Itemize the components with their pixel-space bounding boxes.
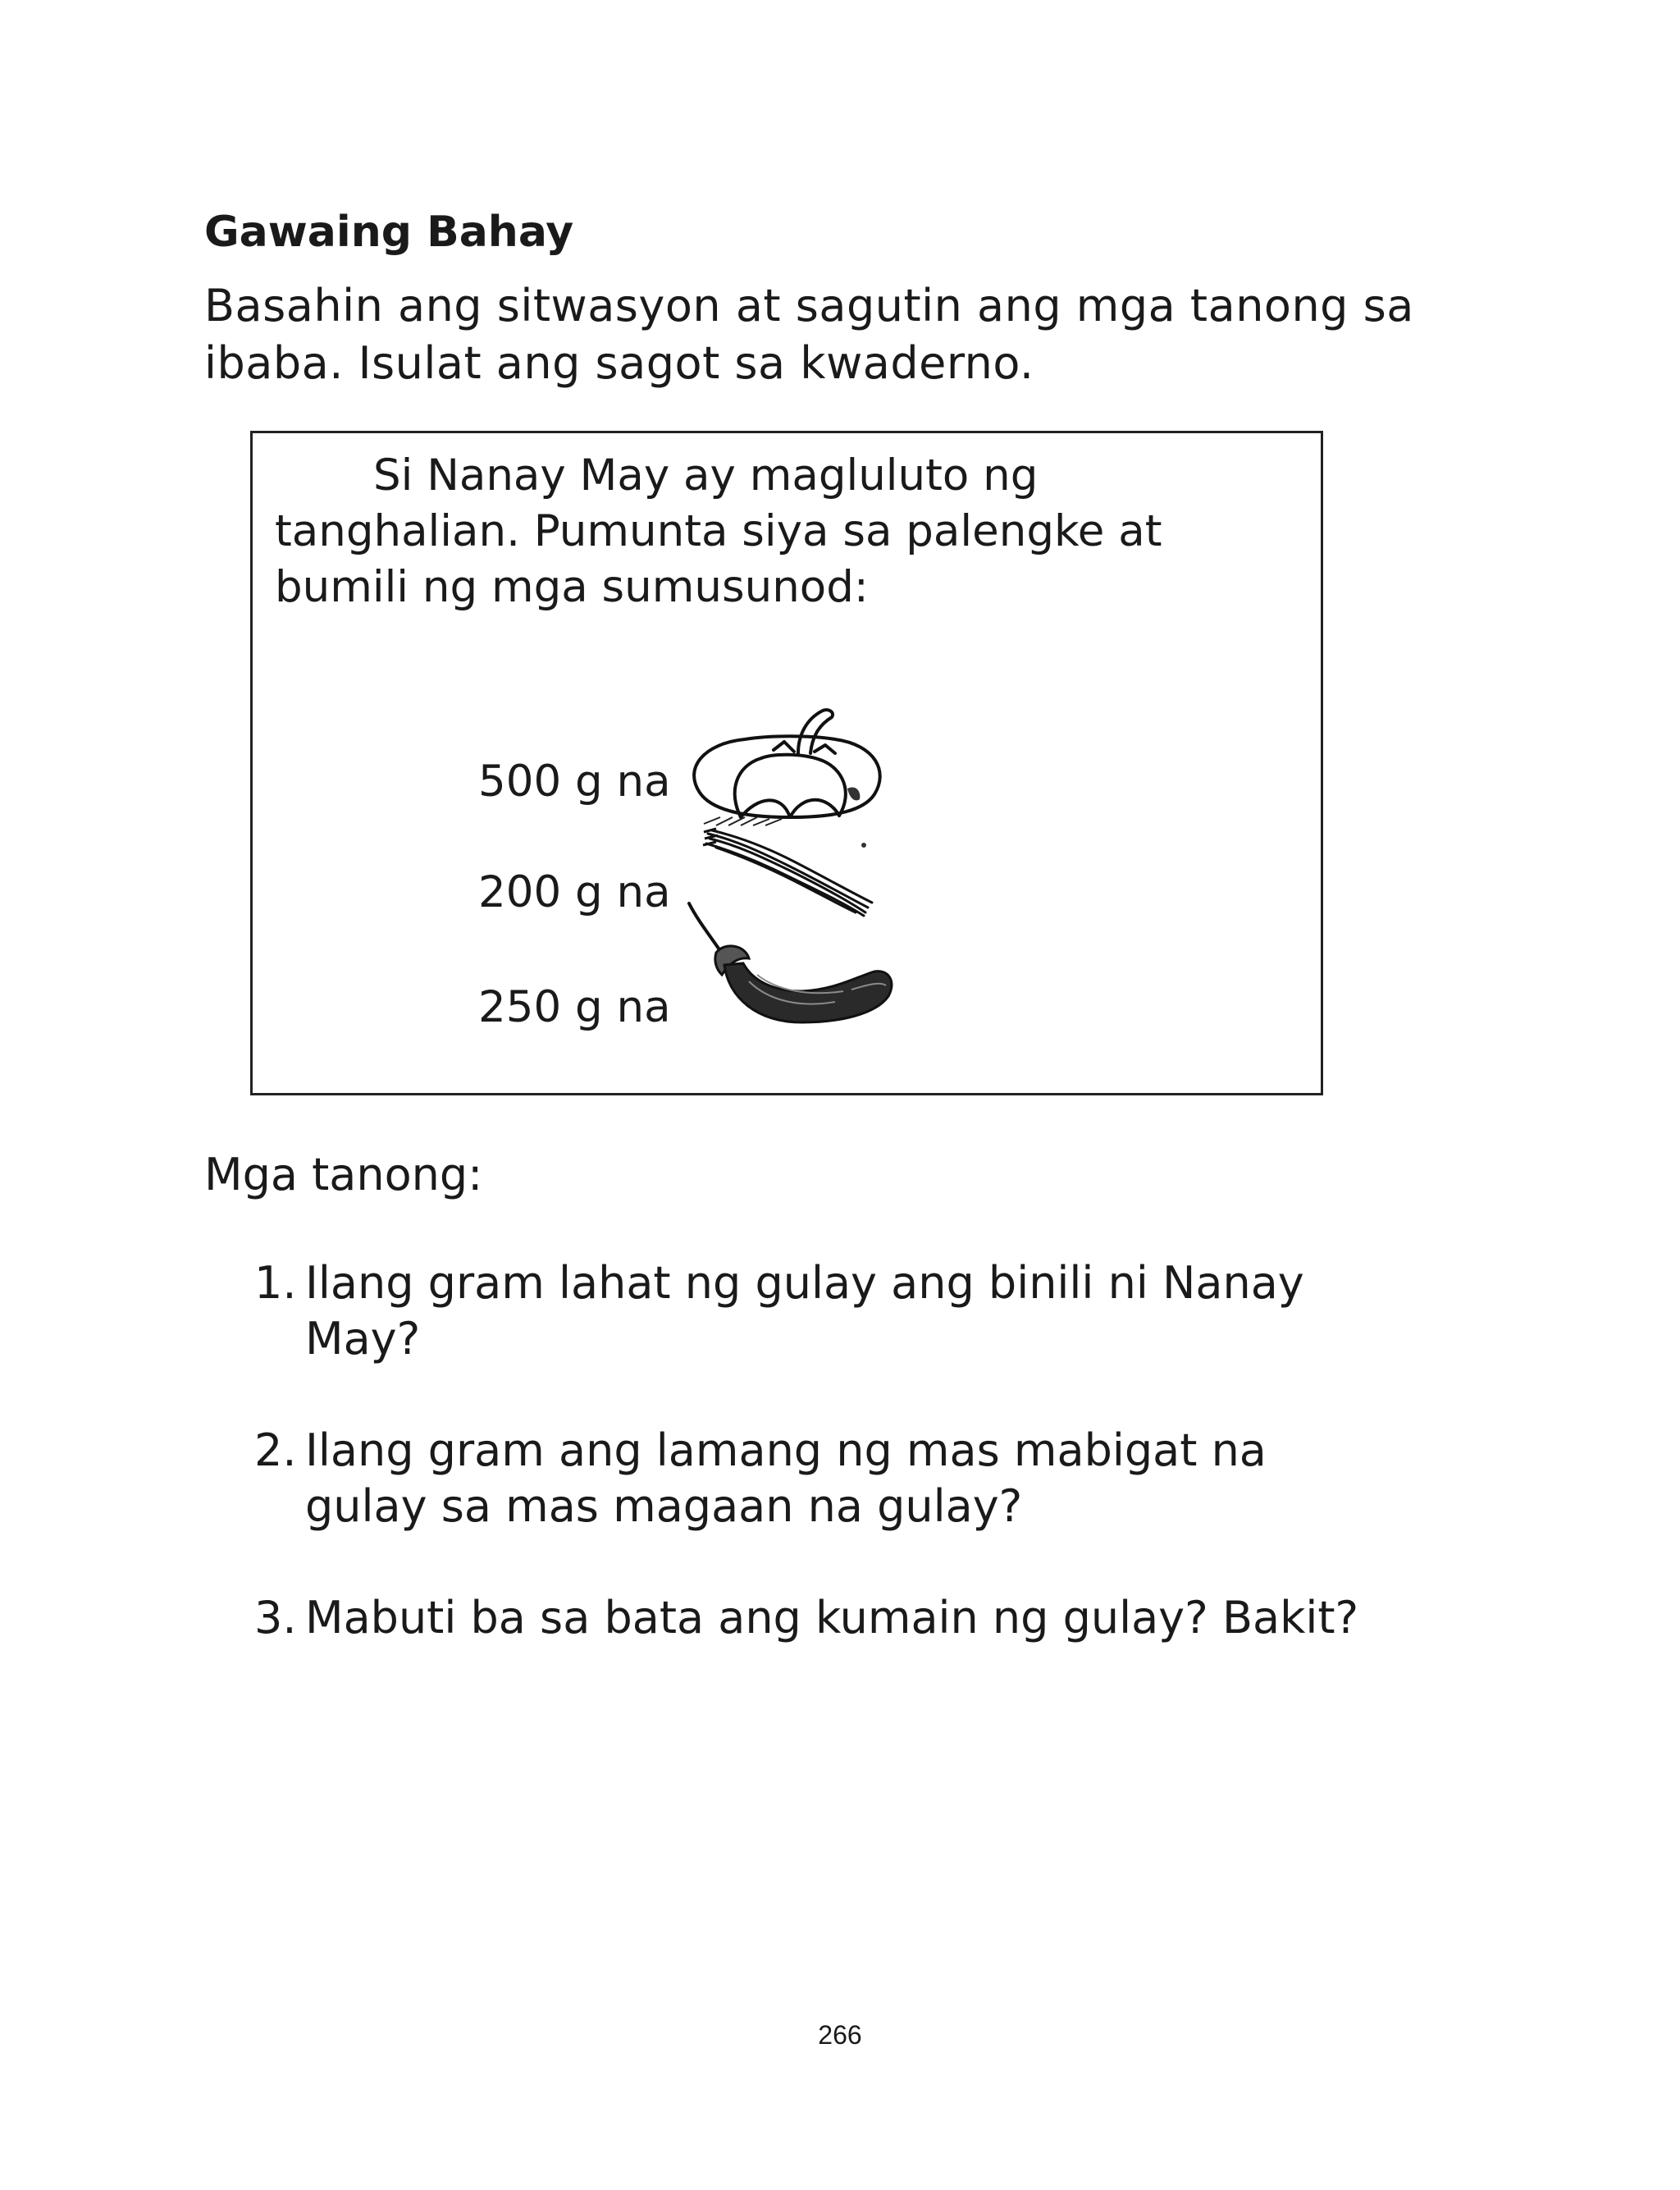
item-quantity: 500 g na bbox=[478, 757, 671, 807]
story-box bbox=[250, 431, 1323, 1095]
question-number: 2. bbox=[254, 1424, 297, 1476]
questions-label: Mga tanong: bbox=[204, 1149, 483, 1200]
item-row-squash bbox=[253, 712, 1321, 811]
item-quantity: 250 g na bbox=[478, 982, 671, 1032]
page-number: 266 bbox=[818, 2020, 862, 2050]
item-quantity: 200 g na bbox=[478, 867, 671, 917]
activity-heading: Gawaing Bahay bbox=[204, 208, 574, 257]
question-number: 1. bbox=[254, 1257, 297, 1309]
eggplant-icon bbox=[679, 899, 909, 1055]
question-text: Mabuti ba sa bata ang kumain ng gulay? Bakit? bbox=[305, 1592, 1359, 1644]
squash-icon bbox=[679, 702, 901, 838]
question-text: Ilang gram ang lamang ng mas mabigat na gulay sa mas magaan na gulay? bbox=[305, 1424, 1267, 1532]
item-row-eggplant bbox=[253, 942, 1321, 1040]
question-number: 3. bbox=[254, 1592, 297, 1644]
question-text: Ilang gram lahat ng gulay ang binili ni Nanay May? bbox=[305, 1257, 1304, 1365]
instructions-text: Basahin ang sitwasyon at sagutin ang mga tanong sa ibaba. Isulat ang sagot sa kwaderno. bbox=[204, 280, 1414, 389]
story-text: Si Nanay May ay magluluto ng tanghalian. Pumunta siya sa palengke at bumili ng mga sumusunod: bbox=[275, 450, 1162, 612]
